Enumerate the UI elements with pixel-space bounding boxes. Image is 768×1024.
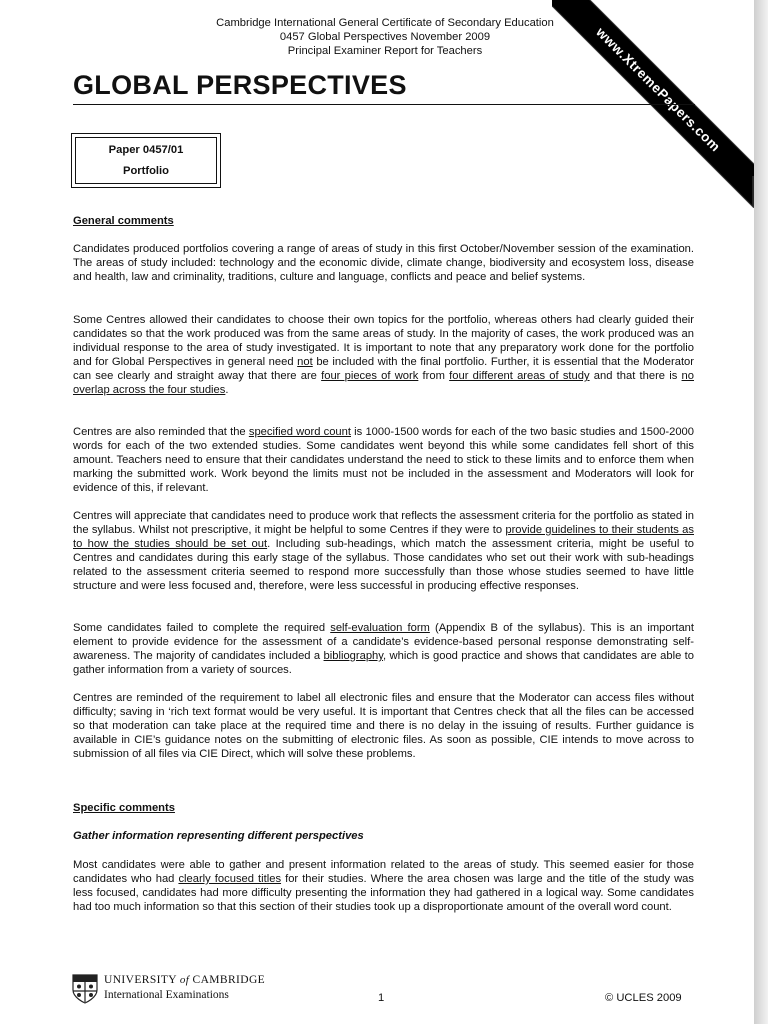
header-line-3: Principal Examiner Report for Teachers (287, 45, 483, 57)
general-comments-heading: General comments (73, 215, 174, 227)
header-line-2: 0457 Global Perspectives November 2009 (279, 31, 491, 43)
cambridge-shield-icon (72, 974, 98, 1004)
title-divider (73, 104, 695, 105)
copyright-notice: © UCLES 2009 (605, 992, 682, 1004)
general-paragraph-4: Centres will appreciate that candidates need to produce work that reflects the assessment criteria for the portfolio as stated in the syllabus. Whilst not prescriptive, it might be helpful to some Centres if they were to provide guidelines to their students as to how the studies should be set out. Including sub-headings, which match the assessment criteria, might be useful to Centres and candidates during this early stage of the syllabus. Those candidates who set out their work with sub-headings related to the assessment criteria seemed to respond more successfully than those whose studies seemed to have little structure and were less focused and, therefore, were less successful in producing effective responses. (73, 510, 694, 592)
logo-university-name: UNIVERSITY of CAMBRIDGE (104, 974, 266, 986)
general-paragraph-5: Some candidates failed to complete the required self-evaluation form (Appendix B of the syllabus). This is an important element to provide evidence for the assessment of a candidate’s evidence-based personal response demonstrating self-awareness. The majority of candidates included a bibliography, which is good practice and shows that candidates are able to gather information from a variety of sources. (73, 622, 695, 676)
paper-component: Portfolio (123, 165, 169, 177)
page-title: GLOBAL PERSPECTIVES (73, 70, 407, 100)
general-paragraph-6: Centres are reminded of the requirement to label all electronic files and ensure that the Moderator can access files without difficulty; saving in ‘rich text format would be very useful. It is important that Centres check that all the files can be accessed so that moderation can take place at the required time and there is no delay in the issuing of results. Further guidance is available in CIE’s guidance notes on the submitting of electronic files. As soon as possible, CIE intends to move across to submission of all files via CIE Direct, which will solve these problems. (73, 692, 694, 760)
general-paragraph-2: Some Centres allowed their candidates to choose their own topics for the portfolio, whereas others had clearly guided their candidates so that the work produced was from the same areas of study. In the majority of cases, the work produced was an individual response to the area of study investigated. It is important to note that any preparatory work done for the portfolio and for Global Perspectives in general need not be included with the final portfolio. Further, it is essential that the Moderator can see clearly and straight away that there are four pieces of work from four different areas of study and that there is no overlap across the four studies. (73, 314, 695, 396)
specific-subheading: Gather information representing different perspectives (73, 830, 364, 842)
page-edge-shadow (754, 0, 768, 1024)
watermark-text: www.XtremePapers.com (593, 24, 724, 155)
specific-comments-heading: Specific comments (73, 802, 175, 814)
specific-paragraph-1: Most candidates were able to gather and present information related to the areas of study. This seemed easier for those candidates who had clearly focused titles for their studies. Where the area chosen was large and the title of the study was less focused, candidates had more difficulty presenting the information they had gathered in a logical way. Some candidates had too much information so that this section of their studies took up a disproportionate amount of the overall word count. (73, 859, 694, 913)
report-header (150, 16, 620, 58)
watermark-ribbon (552, 0, 754, 216)
general-paragraph-1: Candidates produced portfolios covering a range of areas of study in this first October/November session of the examination. The areas of study included: technology and the economic divide, climate change, biodiversity and ecosystem loss, disease and health, law and criminality, traditions, culture and language, conflicts and peace and belief systems. (73, 243, 694, 283)
header-line-1: Cambridge International General Certificate of Secondary Education (216, 17, 554, 29)
page-number: 1 (378, 992, 385, 1004)
logo-subtitle: International Examinations (104, 989, 229, 1001)
general-paragraph-3: Centres are also reminded that the specified word count is 1000-1500 words for each of the two basic studies and 1500-2000 words for each of the two extended studies. Some candidates went beyond this while some candidates fell short of this amount. Teachers need to ensure that their candidates understand the need to stick to these limits and to enforce them when marking the submitted work. Work beyond the limits must not be included in the assessment and Moderators will look for evidence of this, if relevant. (73, 426, 694, 494)
paper-code: Paper 0457/01 (108, 144, 184, 156)
cambridge-logo (70, 970, 270, 1006)
paper-info-box (71, 133, 221, 188)
